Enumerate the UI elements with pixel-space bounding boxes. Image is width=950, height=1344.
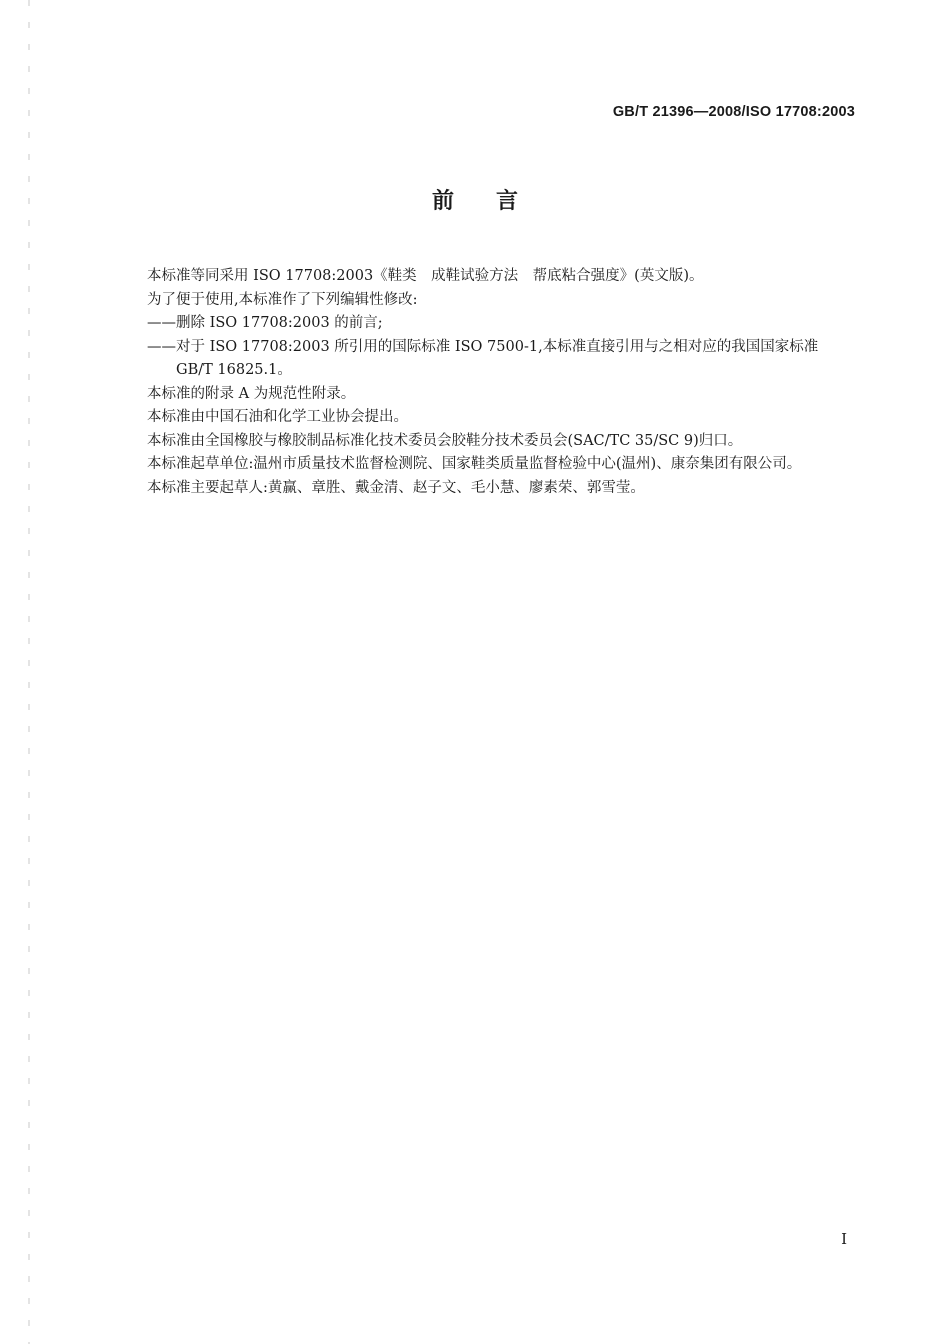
list-item-edit-1: ——删除 ISO 17708:2003 的前言;: [147, 315, 383, 331]
paragraph-committee: 本标准由全国橡胶与橡胶制品标准化技术委员会胶鞋分技术委员会(SAC/TC 35/SC 9)归口。: [147, 432, 743, 449]
foreword-body: [118, 265, 858, 500]
list-item-edit-2: ——对于 ISO 17708:2003 所引用的国际标准 ISO 7500-1,本标准直接引用与之相对应的我国国家标准 GB/T 16825.1。: [147, 338, 819, 378]
paragraph-edits-intro: 为了便于使用,本标准作了下列编辑性修改:: [147, 291, 418, 308]
page-number: I: [841, 1230, 847, 1248]
section-title: 前言: [431, 189, 560, 214]
paragraph-annex: 本标准的附录 A 为规范性附录。: [147, 385, 356, 402]
paragraph-adoption: 本标准等同采用 ISO 17708:2003《鞋类 成鞋试验方法 帮底粘合强度》(英文版)。: [147, 268, 704, 284]
document-code: GB/T 21396—2008/ISO 17708:2003: [612, 104, 855, 120]
paragraph-proposer: 本标准由中国石油和化学工业协会提出。: [147, 409, 408, 425]
paragraph-drafters: 本标准主要起草人:黄赢、章胜、戴金清、赵子文、毛小慧、廖素荣、郭雪莹。: [147, 479, 645, 496]
paragraph-drafting-units: 本标准起草单位:温州市质量技术监督检测院、国家鞋类质量监督检验中心(温州)、康奈集团有限公司。: [147, 456, 802, 472]
